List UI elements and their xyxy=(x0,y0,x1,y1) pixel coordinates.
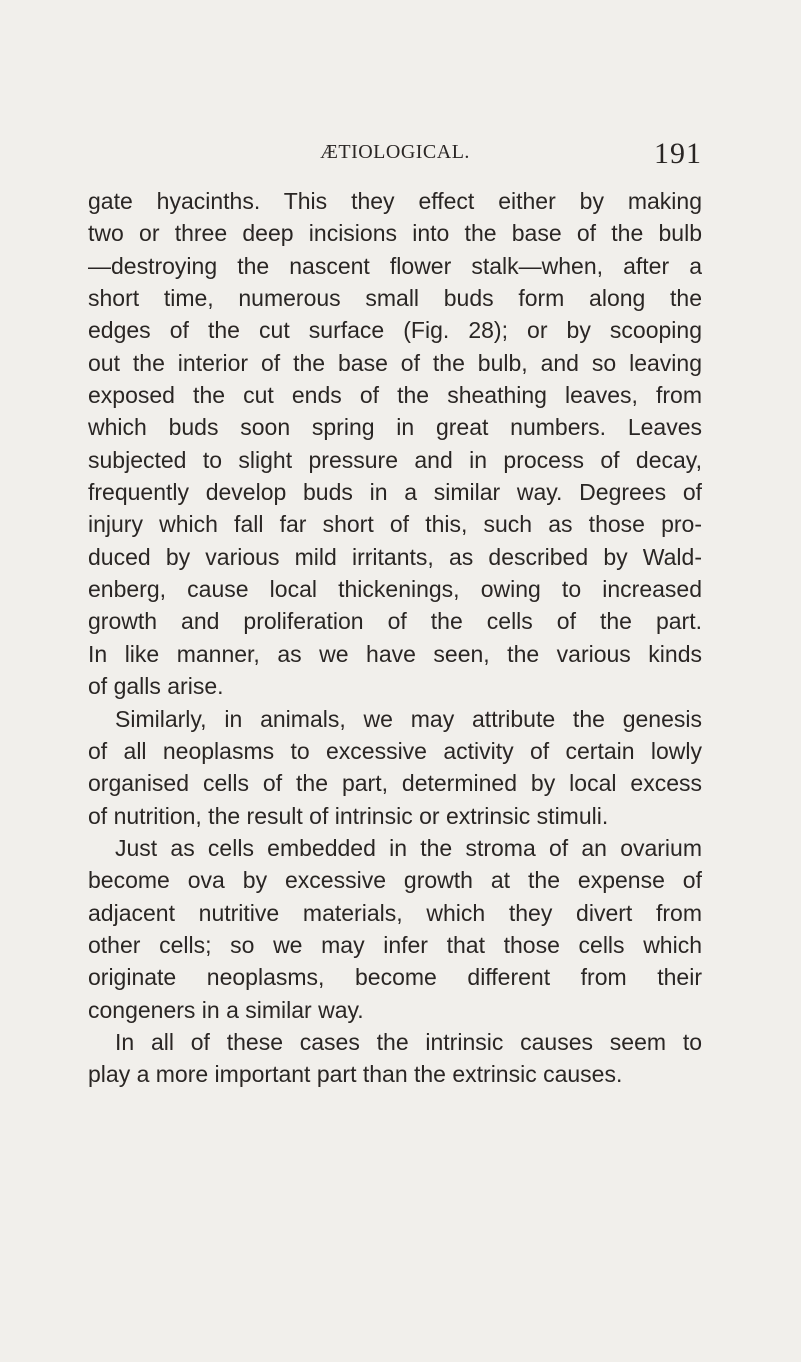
text-line: become ova by excessive growth at the expense of xyxy=(88,867,702,894)
text-line: of galls arise. xyxy=(88,673,224,700)
running-title: ÆTIOLOGICAL. xyxy=(320,141,470,163)
text-line: duced by various mild irritants, as described by Wald- xyxy=(88,543,702,570)
text-line: organised cells of the part, determined by local excess xyxy=(88,770,702,797)
text-line: which buds soon spring in great numbers. Leaves xyxy=(88,414,702,441)
text-line: exposed the cut ends of the sheathing leaves, from xyxy=(88,382,702,409)
text-line: short time, numerous small buds form along the xyxy=(88,285,702,312)
body-text xyxy=(88,185,702,1091)
text-line: growth and proliferation of the cells of the part. xyxy=(88,608,702,635)
page-number: 191 xyxy=(654,137,702,170)
text-line: adjacent nutritive materials, which they divert from xyxy=(88,899,702,926)
text-line: out the interior of the base of the bulb, and so leaving xyxy=(88,349,702,376)
text-line: two or three deep incisions into the base of the bulb xyxy=(88,220,702,247)
text-line: other cells; so we may infer that those cells which xyxy=(88,931,702,958)
text-line: In all of these cases the intrinsic causes seem to xyxy=(115,1028,702,1055)
text-line: originate neoplasms, become different from their xyxy=(88,964,702,991)
text-line: congeners in a similar way. xyxy=(88,996,364,1023)
text-line: play a more important part than the extrinsic causes. xyxy=(88,1061,623,1088)
text-line: frequently develop buds in a similar way. Degrees of xyxy=(88,479,702,506)
text-line: —destroying the nascent flower stalk—when, after a xyxy=(88,252,702,279)
text-line: injury which fall far short of this, such as those pro- xyxy=(88,511,702,538)
text-line: edges of the cut surface (Fig. 28); or by scooping xyxy=(88,317,702,344)
text-line: Just as cells embedded in the stroma of an ovarium xyxy=(115,834,702,861)
text-line: gate hyacinths. This they effect either by making xyxy=(88,188,702,214)
running-head xyxy=(88,137,702,177)
text-line: In like manner, as we have seen, the various kinds xyxy=(88,640,702,667)
text-line: of nutrition, the result of intrinsic or extrinsic stimuli. xyxy=(88,802,609,829)
text-line: of all neoplasms to excessive activity of certain lowly xyxy=(88,737,702,764)
text-line: subjected to slight pressure and in process of decay, xyxy=(88,446,702,473)
text-line: enberg, cause local thickenings, owing to increased xyxy=(88,576,702,603)
text-line: Similarly, in animals, we may attribute the genesis xyxy=(115,705,702,732)
